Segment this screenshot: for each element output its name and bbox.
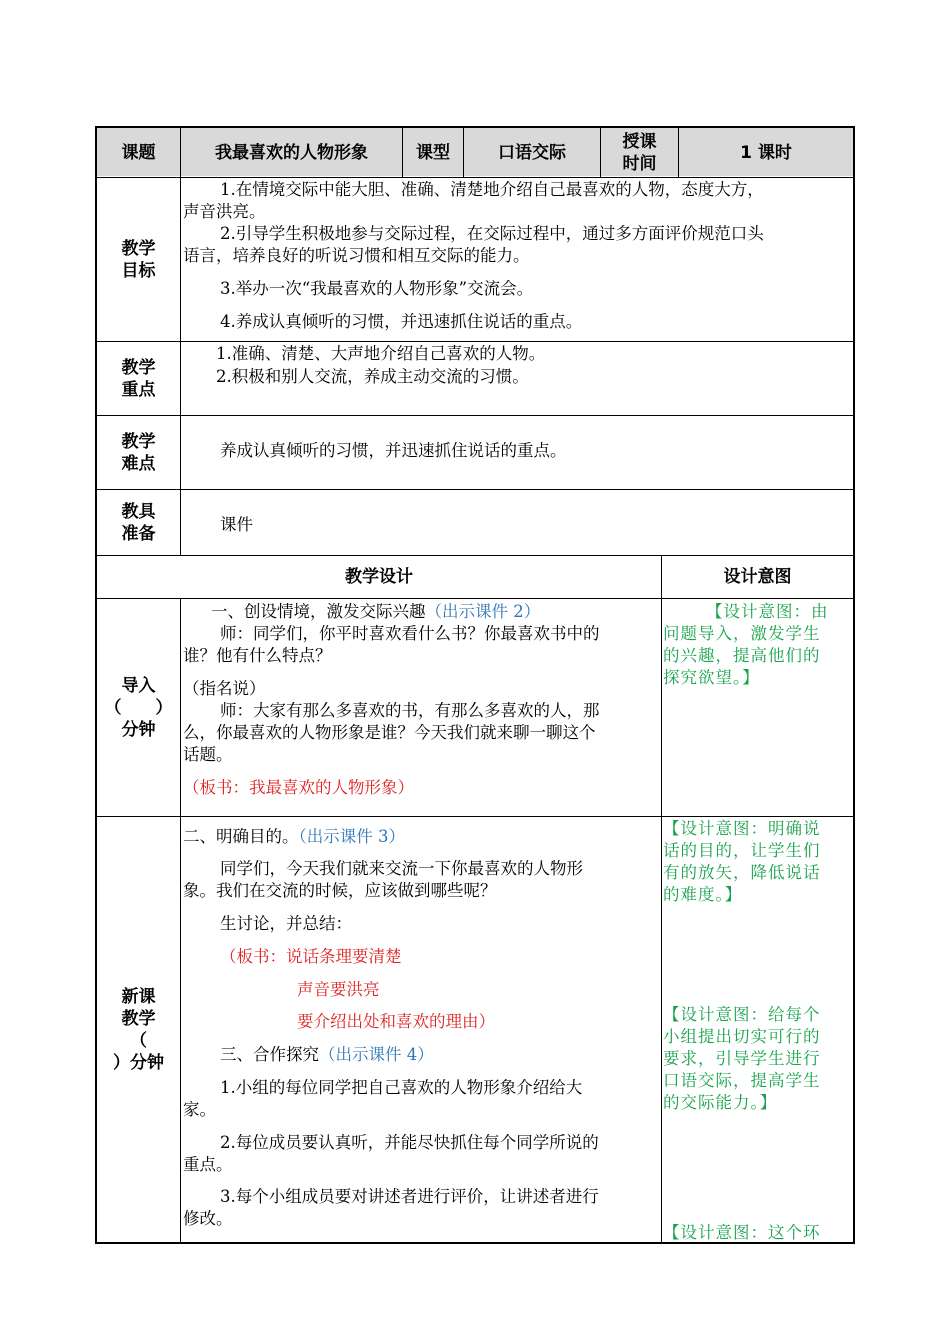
col-divider	[180, 598, 181, 1244]
tools-text: 课件	[220, 515, 253, 534]
difficulties-label-line: 难点	[121, 453, 156, 474]
goal-3: 3.举办一次“我最喜欢的人物形象”交流会。	[220, 279, 534, 298]
intro-p2: （指名说）	[183, 679, 266, 698]
goal-4: 4.养成认真倾听的习惯，并迅速抓住说话的重点。	[220, 312, 583, 331]
intro-intent-line-1: 【设计意图：由	[706, 602, 829, 621]
key-points-label	[97, 342, 180, 415]
time-value: 1 课时	[740, 142, 792, 163]
s2-title-text: 二、明确目的。	[183, 827, 299, 846]
intent-3-line-1: 【设计意图：这个环	[663, 1223, 821, 1242]
goals-label-line: 教学	[121, 238, 156, 259]
difficulty-text: 养成认真倾听的习惯，并迅速抓住说话的重点。	[220, 441, 567, 460]
intro-intent-line-3: 的兴趣，提高他们的	[663, 646, 821, 665]
intro-label-line: （ ）	[104, 697, 173, 718]
s2-p1-line-1: 同学们，今天我们就来交流一下你最喜欢的人物形	[220, 859, 583, 878]
key-point-2: 2.积极和别人交流，养成主动交流的习惯。	[216, 367, 529, 386]
board-line-1: （板书：说话条理要清楚	[220, 947, 402, 966]
goal-1-line-1: 1.在情境交际中能大胆、准确、清楚地介绍自己最喜欢的人物，态度大方，	[220, 180, 764, 199]
s3-item-3-line-1: 3.每个小组成员要对讲述者进行评价，让讲述者进行	[220, 1187, 599, 1206]
intro-intent-line-4: 探究欲望。】	[663, 668, 760, 687]
row-divider	[95, 489, 855, 490]
s3-title-text: 三、合作探究	[220, 1045, 319, 1064]
row-divider	[95, 415, 855, 416]
s3-item-1-line-1: 1.小组的每位同学把自己喜欢的人物形象介绍给大	[220, 1078, 583, 1097]
board-line-2: 声音要洪亮	[297, 980, 380, 999]
time-label-line: 时间	[622, 153, 657, 174]
row-divider	[95, 598, 855, 599]
board-line-3: 要介绍出处和喜欢的理由）	[297, 1012, 495, 1031]
s3-item-2-line-1: 2.每位成员要认真听，并能尽快抓住每个同学所说的	[220, 1133, 599, 1152]
row-divider	[95, 816, 855, 817]
row-divider	[95, 177, 855, 178]
s3-item-3-line-2: 修改。	[183, 1209, 233, 1228]
intro-label-line: 导入	[121, 675, 156, 696]
intro-p3-line-1: 师：大家有那么多喜欢的书，有那么多喜欢的人，那	[220, 701, 600, 720]
s2-p1-line-2: 象。我们在交流的时候，应该做到哪些呢？	[183, 881, 497, 900]
intent-2-line-3: 要求，引导学生进行	[663, 1049, 821, 1068]
s3-title-ref: （出示课件 4）	[319, 1045, 434, 1064]
intro-title-ref: （出示课件 2）	[425, 602, 541, 621]
new-lesson-label-line: 新课	[121, 986, 156, 1007]
intent-2-line-4: 口语交际，提高学生	[663, 1071, 821, 1090]
new-lesson-label	[97, 817, 180, 1242]
time-label	[601, 128, 678, 177]
topic-label: 课题	[121, 142, 156, 163]
intro-p3-line-2: 么，你最喜欢的人物形象是谁？今天我们就来聊一聊这个	[183, 723, 596, 742]
intro-label	[97, 599, 180, 816]
topic-value: 我最喜欢的人物形象	[215, 142, 368, 163]
goal-2-line-2: 语言，培养良好的听说习惯和相互交际的能力。	[183, 246, 530, 265]
intent-2-line-2: 小组提出切实可行的	[663, 1027, 821, 1046]
intro-p3-line-3: 话题。	[183, 745, 233, 764]
intro-p1-line-1: 师：同学们，你平时喜欢看什么书？你最喜欢书中的	[220, 624, 600, 643]
intent-1-line-1: 【设计意图：明确说	[663, 819, 821, 838]
goal-1-line-2: 声音洪亮。	[183, 202, 266, 221]
intro-p1-line-2: 谁？他有什么特点？	[183, 646, 332, 665]
col-divider	[661, 555, 662, 1244]
type-value: 口语交际	[498, 142, 566, 163]
new-lesson-label-line: ）分钟	[113, 1052, 164, 1073]
intro-board: （板书：我最喜欢的人物形象）	[183, 778, 414, 797]
intent-1-line-2: 话的目的，让学生们	[663, 841, 821, 860]
key-point-1: 1.准确、清楚、大声地介绍自己喜欢的人物。	[216, 344, 546, 363]
design-header-left: 教学设计	[345, 567, 413, 587]
intro-title-text: 一、创设情境，激发交际兴趣	[211, 602, 426, 621]
s3-title	[220, 1044, 434, 1066]
intro-title	[211, 601, 540, 623]
row-divider	[95, 341, 855, 342]
design-header-right: 设计意图	[723, 567, 792, 587]
s2-p2: 生讨论，并总结：	[220, 914, 352, 933]
new-lesson-label-line: 教学	[121, 1008, 156, 1029]
tools-label	[97, 490, 180, 555]
new-lesson-label-line: （	[130, 1030, 147, 1051]
difficulties-label	[97, 416, 180, 489]
s3-item-1-line-2: 家。	[183, 1100, 216, 1119]
intent-1-line-4: 的难度。】	[663, 885, 743, 904]
difficulties-label-line: 教学	[121, 431, 156, 452]
goal-2-line-1: 2.引导学生积极地参与交际过程，在交际过程中，通过多方面评价规范口头	[220, 224, 764, 243]
key-points-label-line: 教学	[121, 357, 156, 378]
tools-label-line: 教具	[121, 501, 156, 522]
goals-label-line: 目标	[121, 260, 156, 281]
intro-intent-line-2: 问题导入，激发学生	[663, 624, 821, 643]
col-divider	[180, 126, 181, 555]
key-points-label-line: 重点	[121, 379, 156, 400]
goals-label	[97, 178, 180, 341]
intent-2-line-1: 【设计意图：给每个	[663, 1005, 821, 1024]
s2-title-ref: （出示课件 3）	[298, 827, 405, 846]
type-label: 课型	[416, 142, 450, 163]
s2-title	[183, 826, 405, 848]
intro-label-line: 分钟	[121, 719, 156, 740]
s3-item-2-line-2: 重点。	[183, 1155, 233, 1174]
tools-label-line: 准备	[121, 523, 156, 544]
intent-1-line-3: 有的放矢，降低说话	[663, 863, 821, 882]
time-label-line: 授课	[622, 131, 657, 152]
intent-2-line-5: 的交际能力。】	[663, 1093, 778, 1112]
